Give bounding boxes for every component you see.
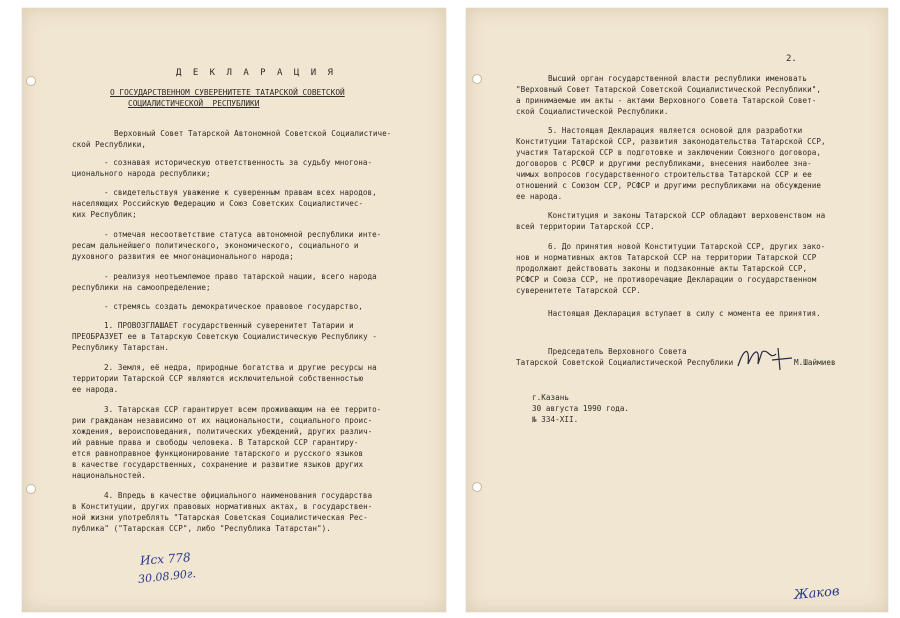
text-line: ской Социалистической Республики. — [516, 107, 669, 116]
signatory-name: М.Шаймиев — [794, 358, 836, 367]
signatory-title: Председатель Верховного Совета — [548, 347, 687, 356]
punch-hole — [472, 482, 482, 492]
text-line: республики на самоопределение; — [72, 283, 211, 292]
text-line: - стремясь создать демократическое правовое государство, — [104, 302, 363, 311]
article-6: 6. До принятия новой Конституции Татарской ССР, других зако- — [548, 242, 826, 251]
text-line: духовного развития ее многонационального народа; — [72, 252, 294, 261]
text-line: ется равноправное функционирование татарского и русского языков — [72, 449, 364, 458]
text-line: ционального народа республики; — [72, 169, 211, 178]
text-line: Высший орган государственной власти республики именовать — [548, 74, 807, 83]
text-line: нов и нормативных актов Татарской ССР на территории Татарской ССР — [516, 253, 817, 262]
text-line: территории Татарской ССР являются исключительной собственностью — [72, 374, 364, 383]
text-line: - реализуя неотъемлемое право татарской нации, всего народа — [104, 272, 377, 281]
text-line: в качестве государственных, сохранение и развитие языков других — [72, 460, 364, 469]
punch-hole — [26, 76, 36, 86]
document-title: Д Е К Л А Р А Ц И Я — [176, 68, 336, 78]
text-line: ее народа. — [516, 192, 563, 201]
text-line: продолжают действовать законы и подзаконные акты Татарской ССР, — [516, 264, 808, 273]
text-line: "Верховный Совет Татарской Советской Социалистической Республики", — [516, 85, 822, 94]
text-line: ресам дальнейшего политического, экономического, социального и — [72, 241, 359, 250]
text-line: договоров с РСФСР и другими республиками, внесения наиболее зна- — [516, 159, 812, 168]
text-line: отношений с Союзом ССР, РСФСР и другими республиками на обсуждение — [516, 181, 822, 190]
signatory-title: Татарской Советской Социалистической Республики — [516, 358, 734, 367]
article-4: 4. Впредь в качестве официального наименования государства — [104, 491, 373, 500]
text-line: ее народа. — [72, 385, 119, 394]
article-5: 5. Настоящая Декларация является основой для разработки — [548, 126, 803, 135]
text-line: населяющих Российскую Федерацию и Союз Советских Социалистичес- — [72, 199, 364, 208]
text-line: РСФСР и Союза ССР, не противоречащие Декларации о государственном — [516, 275, 817, 284]
page-number: 2. — [786, 54, 797, 64]
handwritten-registration-date: 30.08.90г. — [137, 567, 197, 586]
text-line: в Конституции, других правовых нормативных актах, в государствен- — [72, 502, 373, 511]
text-line: ской Республики, — [72, 140, 146, 149]
text-line: хождения, вероисповедания, политических убеждений, других различ- — [72, 427, 373, 436]
text-line: национальностей. — [72, 471, 146, 480]
signature — [734, 342, 796, 374]
article-1: 1. ПРОВОЗГЛАШАЕТ государственный суверенитет Татарии и — [104, 321, 354, 330]
text-line: - свидетельствуя уважение к суверенным правам всех народов, — [104, 188, 377, 197]
text-line: а принимаемые им акты - актами Верховного Совета Татарской Совет- — [516, 96, 817, 105]
article-2: 2. Земля, её недра, природные богатства и другие ресурсы на — [104, 363, 377, 372]
text-line: рии гражданам независимо от их национальности, социального проис- — [72, 416, 373, 425]
text-line: ких Республик; — [72, 210, 137, 219]
text-line: Настоящая Декларация вступает в силу с момента ее принятия. — [548, 309, 821, 318]
date: 30 августа 1990 года. — [532, 404, 630, 413]
text-line: - сознавая историческую ответственность за судьбу многона- — [104, 158, 373, 167]
punch-hole — [26, 484, 36, 494]
document-heading-line-2: СОЦИАЛИСТИЧЕСКОЙ РЕСПУБЛИКИ — [128, 99, 260, 108]
text-line: ий равные права и свободы человека. В Татарской ССР гарантиру- — [72, 438, 359, 447]
text-line: участия Татарской ССР в подготовке и заключении Союзного договора, — [516, 148, 822, 157]
text-line: Конституция и законы Татарской ССР обладают верховенством на — [548, 211, 826, 220]
text-line: публика" ("Татарская ССР", либо "Республика Татарстан"). — [72, 524, 331, 533]
declaration-page-1 — [22, 8, 446, 612]
text-line: - отмечая несоответствие статуса автономной республики инте- — [104, 230, 382, 239]
text-line: ной жизни употреблять "Татарская Советская Социалистическая Рес- — [72, 513, 368, 522]
text-line: Республику Татарстан. — [72, 343, 170, 352]
handwritten-registration-number: Исх 778 — [139, 550, 192, 568]
handwritten-note: Жаков — [793, 584, 841, 603]
text-line: всей территории Татарской ССР. — [516, 222, 655, 231]
punch-hole — [472, 74, 482, 84]
document-heading-line-1: О ГОСУДАРСТВЕННОМ СУВЕРЕНИТЕТЕ ТАТАРСКОЙ СОВЕТСКОЙ — [110, 88, 345, 97]
text-line: Верховный Совет Татарской Автономной Советской Социалистиче- — [114, 129, 392, 138]
text-line: ПРЕОБРАЗУЕТ ее в Татарскую Советскую Социалистическую Республику - — [72, 332, 378, 341]
document-number: № 334-XII. — [532, 415, 579, 424]
text-line: суверенитете Татарской ССР. — [516, 286, 641, 295]
text-line: чимых вопросов государственного строительства Татарской ССР и ее — [516, 170, 812, 179]
text-line: Конституции Татарской ССР, развития законодательства Татарской ССР, — [516, 137, 826, 146]
declaration-page-2 — [466, 8, 888, 612]
place: г.Казань — [532, 393, 569, 402]
article-3: 3. Татарская ССР гарантирует всем проживающим на ее террито- — [104, 405, 382, 414]
